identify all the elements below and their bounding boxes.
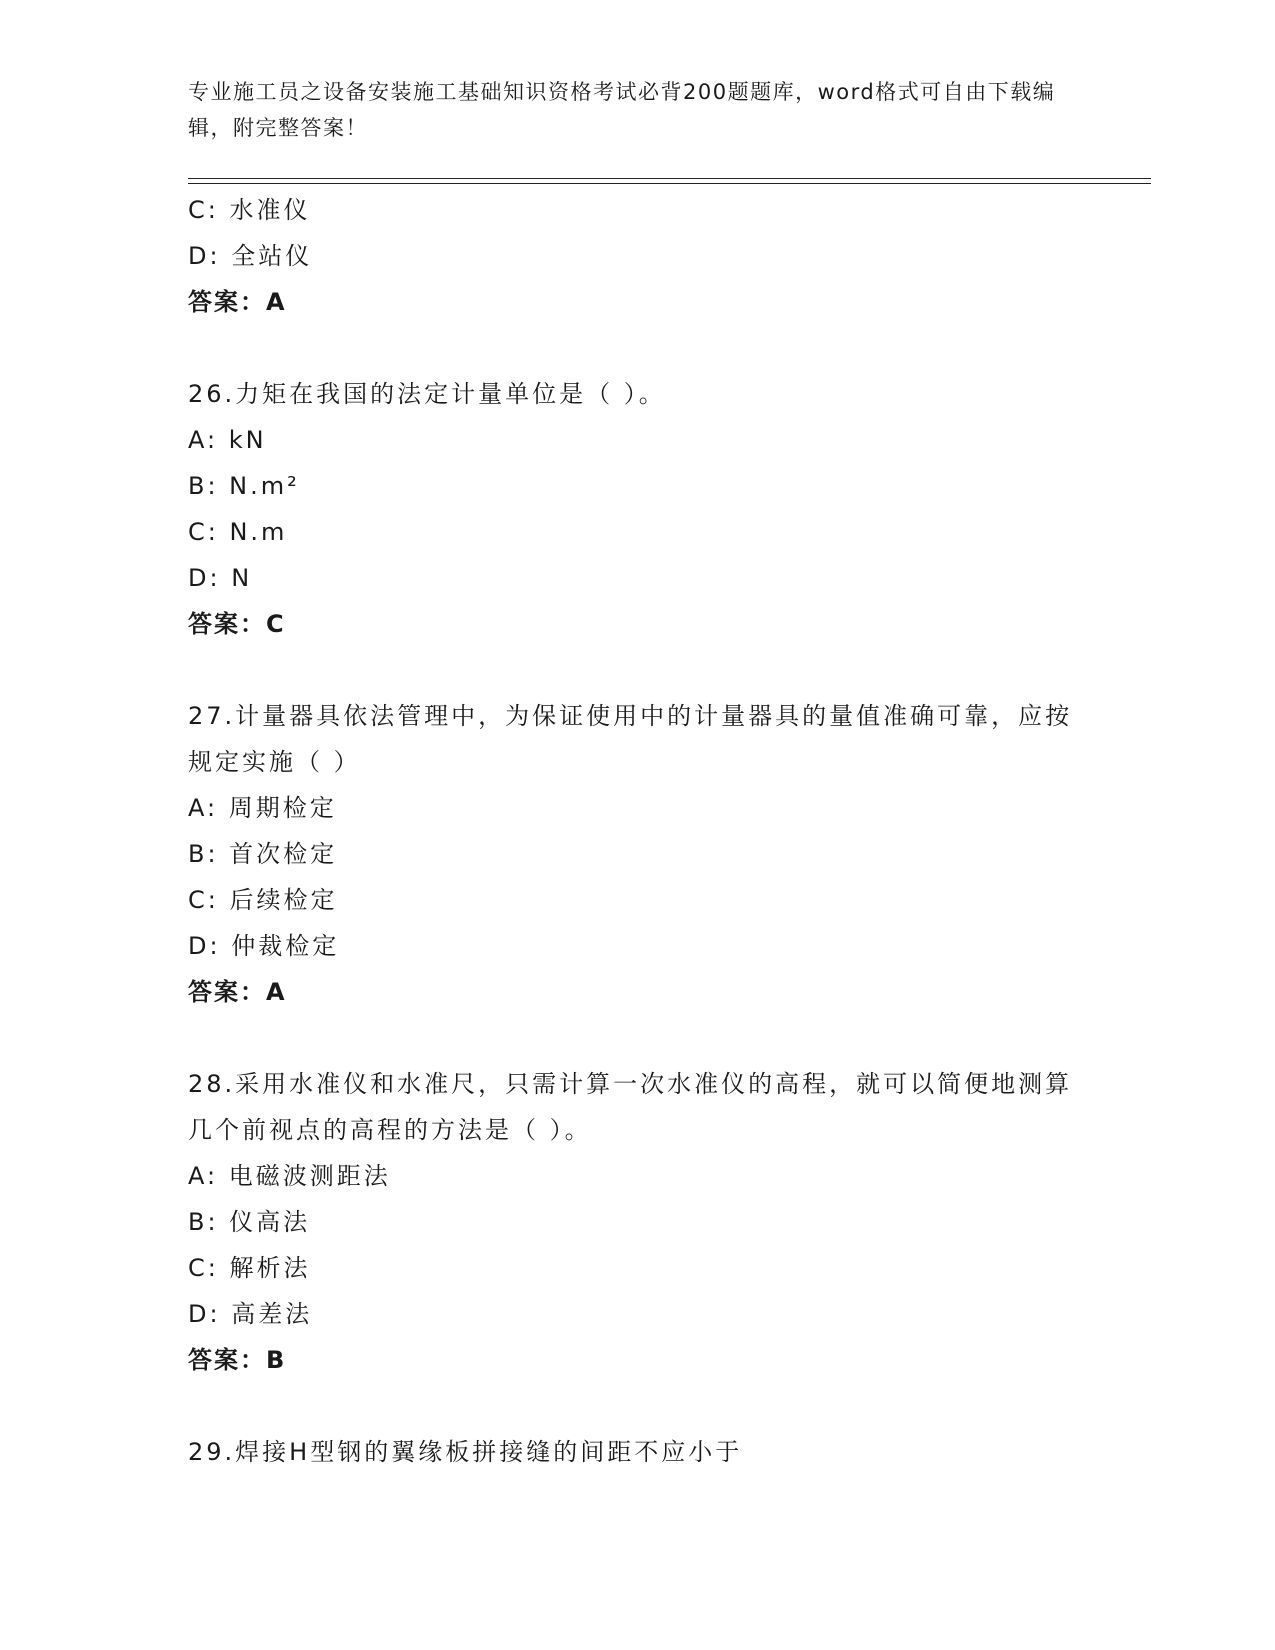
option-b: B: 首次检定 bbox=[188, 840, 338, 868]
option-d: D: N bbox=[188, 564, 253, 592]
header-divider-top bbox=[188, 178, 1151, 179]
question-list bbox=[188, 187, 1088, 1475]
question-stem: 28.采用水准仪和水准尺，只需计算一次水准仪的高程，就可以简便地测算几个前视点的高程的方法是（ ）。 bbox=[188, 1070, 1073, 1144]
option-a: A: kN bbox=[188, 426, 267, 454]
question-28 bbox=[188, 1061, 1088, 1383]
option-b: B: 仪高法 bbox=[188, 1208, 311, 1236]
answer-line: 答案：A bbox=[188, 978, 287, 1006]
option-d: D: 仲裁检定 bbox=[188, 932, 340, 960]
answer-line: 答案：A bbox=[188, 288, 287, 316]
question-stem: 29.焊接H型钢的翼缘板拼接缝的间距不应小于 bbox=[188, 1438, 743, 1466]
partial-question-25 bbox=[188, 187, 1088, 325]
option-d: D: 高差法 bbox=[188, 1300, 313, 1328]
question-29 bbox=[188, 1429, 1088, 1475]
answer-line: 答案：C bbox=[188, 610, 286, 638]
question-26 bbox=[188, 371, 1088, 647]
option-c: C: 解析法 bbox=[188, 1254, 311, 1282]
option-b: B: N.m² bbox=[188, 472, 300, 500]
question-stem: 27.计量器具依法管理中，为保证使用中的计量器具的量值准确可靠，应按规定实施（ ） bbox=[188, 702, 1073, 776]
question-27 bbox=[188, 693, 1088, 1015]
option-a: A: 周期检定 bbox=[188, 794, 337, 822]
option-c: C: 后续检定 bbox=[188, 886, 338, 914]
answer-line: 答案：B bbox=[188, 1346, 287, 1374]
document-header: 专业施工员之设备安装施工基础知识资格考试必背200题题库，word格式可自由下载编辑，附完整答案！ bbox=[188, 80, 1056, 140]
header-divider-bottom bbox=[188, 183, 1151, 184]
option-c: C: 水准仪 bbox=[188, 196, 311, 224]
option-d: D: 全站仪 bbox=[188, 242, 313, 270]
question-stem: 26.力矩在我国的法定计量单位是（ ）。 bbox=[188, 380, 666, 408]
option-c: C: N.m bbox=[188, 518, 288, 546]
option-a: A: 电磁波测距法 bbox=[188, 1162, 391, 1190]
